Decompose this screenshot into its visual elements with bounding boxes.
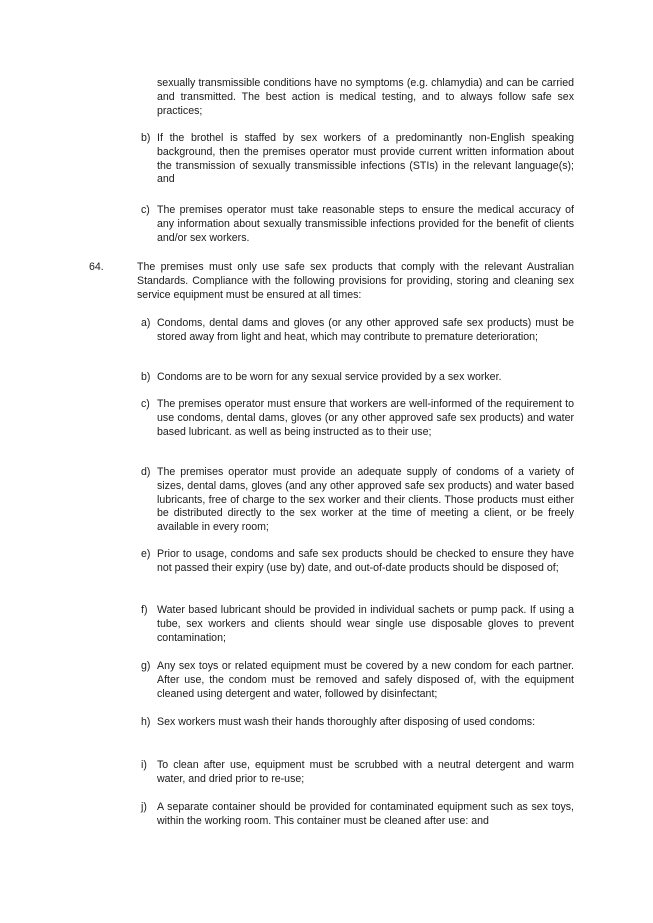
item-text: To clean after use, equipment must be scrubbed with a neutral detergent and warm water, and dried prior to re-use; bbox=[157, 759, 574, 785]
clause-paragraph: The premises must only use safe sex products that comply with the relevant Australian Standards. Compliance with the following provisions for providing, storing and cleaning sex service equipment must be ensured at all times: bbox=[137, 261, 574, 301]
continuation-paragraph: sexually transmissible conditions have no symptoms (e.g. chlamydia) and can be carried and transmitted. The best action is medical testing, and to always follow safe sex practices; bbox=[157, 77, 574, 117]
item-text: A separate container should be provided for contaminated equipment such as sex toys, within the working room. This container must be cleaned after use: and bbox=[157, 801, 574, 827]
sub-item-b bbox=[137, 371, 574, 385]
item-text: If the brothel is staffed by sex workers of a predominantly non-English speaking background, then the premises operator must provide current written information about the transmission of sexually transmissible infections (STIs) in the relevant language(s); and bbox=[157, 132, 574, 186]
item-text: Any sex toys or related equipment must be covered by a new condom for each partner. After use, the condom must be removed and safely disposed of, with the equipment cleaned using detergent and water, followed by disinfectant; bbox=[157, 660, 574, 700]
sub-item-i bbox=[137, 759, 574, 787]
clause-number: 64. bbox=[89, 261, 104, 273]
item-label: j) bbox=[141, 801, 147, 813]
item-label: b) bbox=[141, 371, 151, 383]
item-text: Condoms are to be worn for any sexual service provided by a sex worker. bbox=[157, 371, 502, 383]
sub-item-e bbox=[137, 548, 574, 576]
sub-item-g bbox=[137, 660, 574, 701]
item-text: The premises operator must take reasonable steps to ensure the medical accuracy of any information about sexually transmissible infections provided for the benefit of clients and/or sex workers. bbox=[157, 204, 574, 244]
sub-item-d bbox=[137, 466, 574, 535]
item-label: c) bbox=[141, 398, 150, 410]
item-label: e) bbox=[141, 548, 151, 560]
item-label: c) bbox=[141, 204, 150, 216]
item-label: b) bbox=[141, 132, 151, 144]
item-text: Condoms, dental dams and gloves (or any other approved safe sex products) must be stored away from light and heat, which may contribute to premature deterioration; bbox=[157, 317, 574, 343]
sub-item-a bbox=[137, 317, 574, 345]
sub-item-h bbox=[137, 716, 574, 730]
list-item-c bbox=[137, 204, 574, 245]
item-label: g) bbox=[141, 660, 151, 672]
item-text: Water based lubricant should be provided in individual sachets or pump pack. If using a tube, sex workers and clients should wear single use disposable gloves to prevent contamination; bbox=[157, 604, 574, 644]
item-label: a) bbox=[141, 317, 151, 329]
item-label: f) bbox=[141, 604, 148, 616]
item-text: The premises operator must ensure that workers are well-informed of the requirement to use condoms, dental dams, gloves (or any other approved safe sex products) and water based lubricant. as well as being instructed as to their use; bbox=[157, 398, 574, 438]
item-label: d) bbox=[141, 466, 151, 478]
sub-item-c bbox=[137, 398, 574, 439]
item-label: i) bbox=[141, 759, 147, 771]
item-label: h) bbox=[141, 716, 151, 728]
item-text: Prior to usage, condoms and safe sex products should be checked to ensure they have not passed their expiry (use by) date, and out-of-date products should be disposed of; bbox=[157, 548, 574, 574]
item-text: The premises operator must provide an adequate supply of condoms of a variety of sizes, dental dams, gloves (and any other approved safe sex products) and water based lubricants, free of charge to the sex worker and their clients. Those products must either be distributed directly to the sex worker at the time of meeting a client, or be freely available in every room; bbox=[157, 466, 574, 534]
sub-item-j bbox=[137, 801, 574, 829]
list-item-b bbox=[137, 132, 574, 187]
item-text: Sex workers must wash their hands thoroughly after disposing of used condoms: bbox=[157, 716, 536, 728]
sub-item-f bbox=[137, 604, 574, 645]
